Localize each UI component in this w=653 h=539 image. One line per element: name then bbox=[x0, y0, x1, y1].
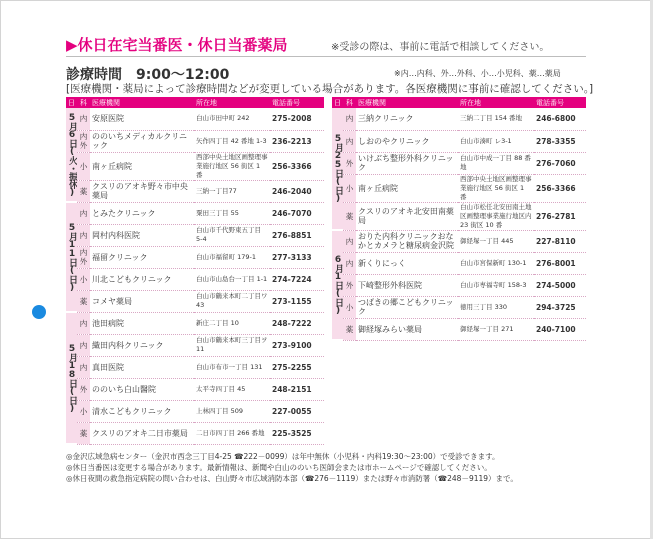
dept-cell: 内外 bbox=[77, 246, 90, 268]
address-cell: 徳用三丁目 330 bbox=[458, 296, 534, 318]
phone-cell: 276-2781 bbox=[534, 202, 586, 230]
title-divider bbox=[66, 56, 586, 57]
dept-cell: 外 bbox=[343, 274, 356, 296]
facility-name-cell: おりた内科クリニックおなかとカメラと糖尿病金沢院 bbox=[356, 230, 458, 252]
table-row bbox=[332, 202, 586, 230]
table-row bbox=[66, 290, 324, 312]
address-cell: 新庄二丁目 10 bbox=[194, 312, 270, 334]
table-row bbox=[332, 108, 586, 130]
facility-name-cell: しおのやクリニック bbox=[356, 130, 458, 152]
table-row bbox=[66, 130, 324, 152]
phone-cell: 275-2255 bbox=[270, 356, 324, 378]
table-row bbox=[66, 246, 324, 268]
phone-cell: 278-3355 bbox=[534, 130, 586, 152]
facility-name-cell: 三納クリニック bbox=[356, 108, 458, 130]
address-cell: 白山市福留町 179-1 bbox=[194, 246, 270, 268]
facility-name-cell: いけぶち整形外科クリニック bbox=[356, 152, 458, 174]
table-row bbox=[66, 334, 324, 356]
date-cell: 5月6日(火・振休) bbox=[66, 108, 77, 202]
dept-cell: 内 bbox=[77, 108, 90, 130]
table-row bbox=[66, 356, 324, 378]
phone-cell: 273-9100 bbox=[270, 334, 324, 356]
address-cell: 白山市宮保新町 130-1 bbox=[458, 252, 534, 274]
facility-name-cell: つばきの郷こどもクリニック bbox=[356, 296, 458, 318]
table-row bbox=[66, 224, 324, 246]
dept-cell: 小 bbox=[343, 296, 356, 318]
facility-name-cell: 新くりにっく bbox=[356, 252, 458, 274]
dept-cell: 内 bbox=[343, 108, 356, 130]
phone-cell: 240-7100 bbox=[534, 318, 586, 340]
address-cell: 白山市鶴来本町三丁目ヲ 11 bbox=[194, 334, 270, 356]
phone-cell: 246-2040 bbox=[270, 180, 324, 202]
dept-cell: 内 bbox=[343, 230, 356, 252]
blue-dot-marker bbox=[32, 305, 46, 319]
address-cell: 白山市田中町 242 bbox=[194, 108, 270, 130]
phone-cell: 256-3366 bbox=[534, 174, 586, 202]
facility-name-cell: ののいちメディカルクリニック bbox=[90, 130, 194, 152]
page-title: ▶休日在宅当番医・休日当番薬局 bbox=[66, 36, 288, 54]
address-cell: 白山市山島台一丁目 1-1 bbox=[194, 268, 270, 290]
address-cell: 太平寺四丁目 45 bbox=[194, 378, 270, 400]
facility-name-cell: 福留クリニック bbox=[90, 246, 194, 268]
left-schedule-table bbox=[66, 97, 324, 445]
change-notice: [医療機関・薬局によって診療時間などが変更している場合があります。各医療機関に事前に確認してください。] bbox=[66, 83, 594, 95]
address-cell: 三納一丁目77 bbox=[194, 180, 270, 202]
table-header-row bbox=[332, 97, 586, 108]
table-row bbox=[66, 152, 324, 180]
facility-name-cell: クスリのアオキ野々市中央薬局 bbox=[90, 180, 194, 202]
facility-name-cell: クスリのアオキ北安田南薬局 bbox=[356, 202, 458, 230]
table-row bbox=[66, 400, 324, 422]
facility-name-cell: 御経塚みらい薬局 bbox=[356, 318, 458, 340]
phone-cell: 274-5000 bbox=[534, 274, 586, 296]
date-cell: 5月18日(日) bbox=[66, 312, 77, 444]
phone-cell: 256-3366 bbox=[270, 152, 324, 180]
phone-cell: 248-2151 bbox=[270, 378, 324, 400]
consultation-hours: 診療時間 9:00〜12:00 bbox=[66, 67, 230, 83]
col-name: 医療機関 bbox=[90, 97, 194, 108]
col-date: 日 bbox=[68, 98, 75, 107]
dept-cell: 薬 bbox=[343, 318, 356, 340]
department-legend: ※内…内科、外…外科、小…小児科、薬…薬局 bbox=[394, 69, 561, 78]
dept-cell: 内 bbox=[77, 202, 90, 224]
dept-cell: 内 bbox=[343, 252, 356, 274]
facility-name-cell: 安原医院 bbox=[90, 108, 194, 130]
table-row bbox=[332, 274, 586, 296]
dept-cell: 薬 bbox=[77, 422, 90, 444]
address-cell: 白山市湊町 レ3-1 bbox=[458, 130, 534, 152]
dept-cell: 内 bbox=[77, 224, 90, 246]
dept-cell: 内 bbox=[77, 356, 90, 378]
date-cell: 5月11日(日) bbox=[66, 202, 77, 312]
title-note: ※受診の際は、事前に電話で相談してください。 bbox=[331, 42, 550, 53]
address-cell: 白山市鶴来本町二丁目ワ 43 bbox=[194, 290, 270, 312]
address-cell: 御経塚一丁目 271 bbox=[458, 318, 534, 340]
phone-cell: 248-7222 bbox=[270, 312, 324, 334]
table-row bbox=[66, 180, 324, 202]
dept-cell: 小 bbox=[343, 174, 356, 202]
right-schedule-table bbox=[332, 97, 586, 341]
phone-cell: 246-7070 bbox=[270, 202, 324, 224]
dept-cell: 外 bbox=[77, 378, 90, 400]
table-row bbox=[332, 230, 586, 252]
facility-name-cell: 織田内科クリニック bbox=[90, 334, 194, 356]
table-row bbox=[332, 252, 586, 274]
table-row bbox=[66, 202, 324, 224]
table-row bbox=[332, 296, 586, 318]
col-addr: 所在地 bbox=[458, 97, 534, 108]
facility-name-cell: 真田医院 bbox=[90, 356, 194, 378]
table-row bbox=[332, 318, 586, 340]
phone-cell: 276-8001 bbox=[534, 252, 586, 274]
title-row bbox=[66, 34, 586, 56]
col-addr: 所在地 bbox=[194, 97, 270, 108]
address-cell: 白山市中成一丁目 88 番地 bbox=[458, 152, 534, 174]
facility-name-cell: 下崎整形外科医院 bbox=[356, 274, 458, 296]
dept-cell: 内外 bbox=[77, 130, 90, 152]
facility-name-cell: 南ヶ丘病院 bbox=[356, 174, 458, 202]
date-cell: 6月1日(日) bbox=[332, 230, 343, 340]
address-cell: 白山市専福寺町 158-3 bbox=[458, 274, 534, 296]
address-cell: 白山市布市一丁目 131 bbox=[194, 356, 270, 378]
phone-cell: 276-7060 bbox=[534, 152, 586, 174]
phone-cell: 277-3133 bbox=[270, 246, 324, 268]
phone-cell: 294-3725 bbox=[534, 296, 586, 318]
address-cell: 御経塚一丁目 445 bbox=[458, 230, 534, 252]
facility-name-cell: 岡村内科医院 bbox=[90, 224, 194, 246]
address-cell: 三納二丁目 154 番地 bbox=[458, 108, 534, 130]
table-row bbox=[66, 268, 324, 290]
table-row bbox=[66, 422, 324, 444]
facility-name-cell: クスリのアオキ二日市薬局 bbox=[90, 422, 194, 444]
col-name: 医療機関 bbox=[356, 97, 458, 108]
facility-name-cell: 池田病院 bbox=[90, 312, 194, 334]
address-cell: 二日市四丁目 266 番地 bbox=[194, 422, 270, 444]
footer-note: ◎金沢広域急病センター（金沢市西念三丁目4-25 ☎222－0099）は年中無休（小児科・内科19:30〜23:00）で受診できます。 bbox=[66, 452, 500, 461]
dept-cell: 小 bbox=[77, 400, 90, 422]
dept-cell: 内 bbox=[77, 334, 90, 356]
facility-name-cell: コメヤ薬局 bbox=[90, 290, 194, 312]
table-row bbox=[66, 378, 324, 400]
col-dept: 科 bbox=[77, 97, 90, 108]
table-row bbox=[332, 174, 586, 202]
footer-notes bbox=[66, 451, 606, 484]
col-tel: 電話番号 bbox=[270, 97, 324, 108]
phone-cell: 246-6800 bbox=[534, 108, 586, 130]
facility-name-cell: 南ヶ丘病院 bbox=[90, 152, 194, 180]
table-row bbox=[66, 312, 324, 334]
phone-cell: 225-3525 bbox=[270, 422, 324, 444]
address-cell: 上林四丁目 509 bbox=[194, 400, 270, 422]
date-cell: 5月25日(日) bbox=[332, 108, 343, 230]
phone-cell: 273-1155 bbox=[270, 290, 324, 312]
phone-cell: 227-0055 bbox=[270, 400, 324, 422]
phone-cell: 274-7224 bbox=[270, 268, 324, 290]
col-tel: 電話番号 bbox=[534, 97, 586, 108]
dept-cell: 内 bbox=[343, 130, 356, 152]
address-cell: 矢作四丁目 42 番地 1-3 bbox=[194, 130, 270, 152]
facility-name-cell: ののいち白山醫院 bbox=[90, 378, 194, 400]
table-row bbox=[332, 152, 586, 174]
phone-cell: 227-8110 bbox=[534, 230, 586, 252]
phone-cell: 236-2213 bbox=[270, 130, 324, 152]
dept-cell: 薬 bbox=[77, 180, 90, 202]
facility-name-cell: とみたクリニック bbox=[90, 202, 194, 224]
facility-name-cell: 清水こどもクリニック bbox=[90, 400, 194, 422]
dept-cell: 薬 bbox=[77, 290, 90, 312]
table-header-row bbox=[66, 97, 324, 108]
col-dept: 科 bbox=[343, 97, 356, 108]
dept-cell: 外 bbox=[343, 152, 356, 174]
footer-note: ◎休日夜間の救急指定病院の問い合わせは、白山野々市広域消防本部（☎276－1119）または野々市消防署（☎248－9119）まで。 bbox=[66, 474, 518, 483]
table-row bbox=[332, 130, 586, 152]
col-date: 日 bbox=[334, 98, 341, 107]
address-cell: 西部中央土地区画整理事業施行地区 56 街区 1 番 bbox=[194, 152, 270, 180]
footer-note: ◎休日当番医は変更する場合があります。最新情報は、新聞や白山ののいち医師会または市ホームページで確認してください。 bbox=[66, 463, 492, 472]
dept-cell: 小 bbox=[77, 268, 90, 290]
phone-cell: 275-2008 bbox=[270, 108, 324, 130]
address-cell: 粟田三丁目 55 bbox=[194, 202, 270, 224]
phone-cell: 276-8851 bbox=[270, 224, 324, 246]
dept-cell: 小 bbox=[77, 152, 90, 180]
address-cell: 西部中央土地区画整理事業施行地区 56 街区 1 番 bbox=[458, 174, 534, 202]
facility-name-cell: 川北こどもクリニック bbox=[90, 268, 194, 290]
address-cell: 白山市松任北安田南土地区画整理事業施行地区内 23 街区 10 番 bbox=[458, 202, 534, 230]
dept-cell: 薬 bbox=[343, 202, 356, 230]
table-row bbox=[66, 108, 324, 130]
address-cell: 白山市千代野東五丁目 5-4 bbox=[194, 224, 270, 246]
dept-cell: 内 bbox=[77, 312, 90, 334]
